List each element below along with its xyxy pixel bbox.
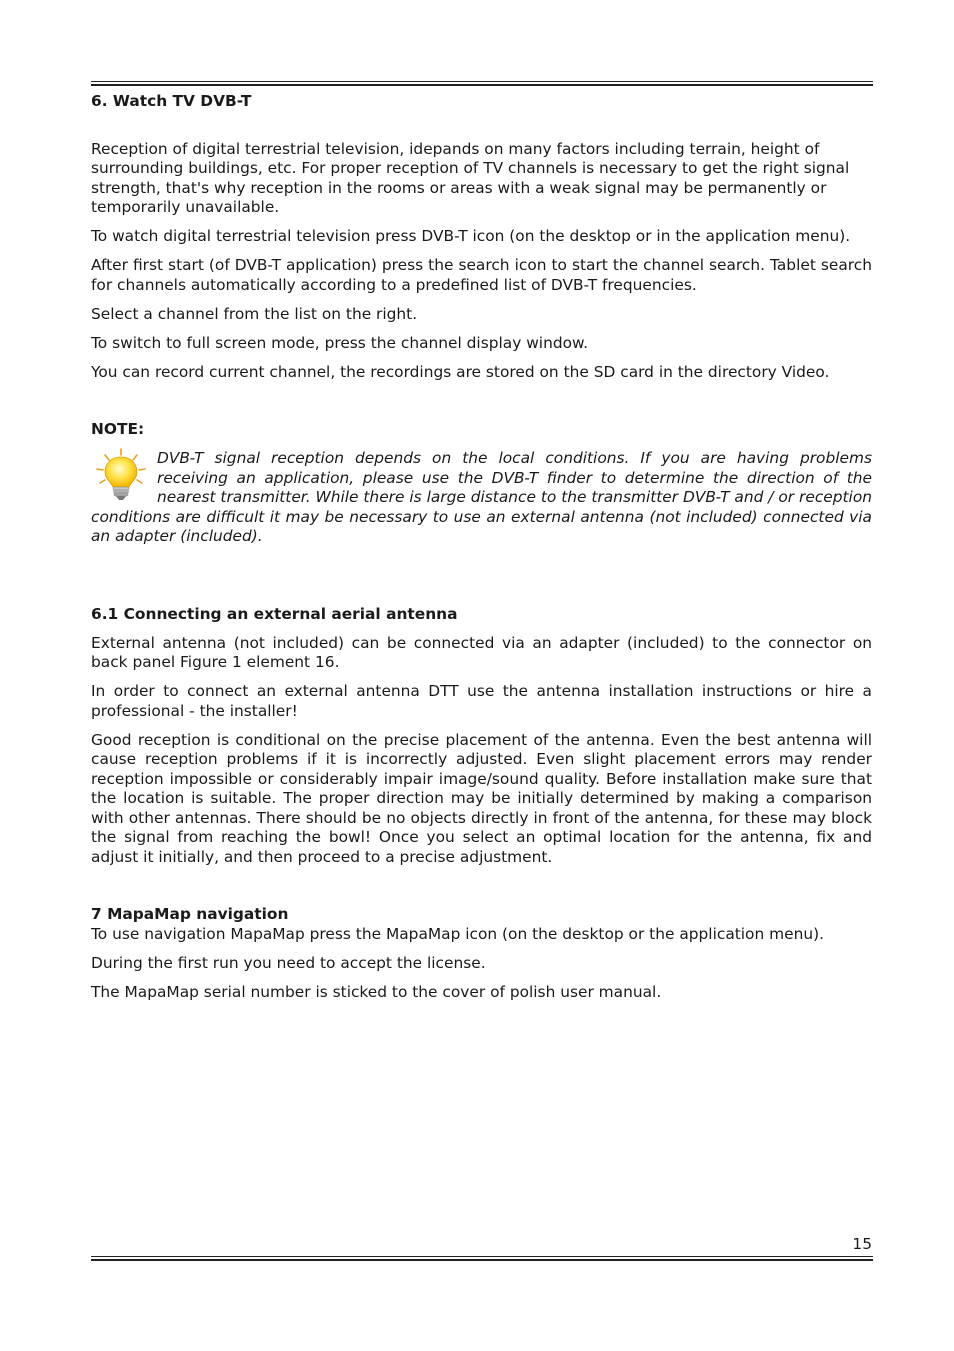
section-6-paragraph-3: After first start (of DVB-T application) press the search icon to start the channel search. Tablet search for channels automatically according to a predefined list of DVB-T frequencies. (91, 256, 872, 294)
section-6-paragraph-6: You can record current channel, the recordings are stored on the SD card in the directory Video. (91, 362, 830, 381)
section-7-paragraph-3: The MapaMap serial number is sticked to the cover of polish user manual. (91, 982, 662, 1001)
section-6-heading: 6. Watch TV DVB-T (91, 92, 252, 110)
section-6-1-paragraph-3: Good reception is conditional on the precise placement of the antenna. Even the best antenna will cause reception problems if it is incorrectly adjusted. Even slight placement errors may render reception impossible or considerably impair image/sound quality. Before installation make sure that the location is suitable. The proper direction may be initially determined by making a comparison with other antennas. There should be no objects directly in front of the antenna, for these may block the signal from reaching the bowl! Once you select an optimal location for the antenna, fix and adjust it initially, and then proceed to a precise adjustment. (91, 730, 872, 866)
section-6-1-paragraph-1: External antenna (not included) can be connected via an adapter (included) to the connector on back panel Figure 1 element 16. (91, 633, 872, 671)
section-6-1-heading: 6.1 Connecting an external aerial antenna (91, 604, 458, 623)
top-divider (91, 81, 873, 86)
lightbulb-icon (91, 447, 151, 505)
section-7-heading: 7 MapaMap navigation (91, 905, 289, 923)
section-6-1-paragraph-2: In order to connect an external antenna DTT use the antenna installation instructions or hire a professional - the installer! (91, 682, 872, 720)
page-number: 15 (852, 1235, 872, 1253)
section-6-paragraph-1: Reception of digital terrestrial television, idepands on many factors including terrain, height of surrounding buildings, etc. For proper reception of TV channels is necessary to get the right signal strength, that's why reception in the rooms or areas with a weak signal may be permanently or temporarily unavailable. (91, 139, 850, 216)
note-text: DVB-T signal reception depends on the local conditions. If you are having problems receiving an application, please use the DVB-T finder to determine the direction of the nearest transmitter. While there is large distance to the transmitter DVB-T and / or reception conditions are difficult it may be necessary to use an external antenna (not included) connected via an adapter (included). (91, 449, 872, 545)
bottom-divider (91, 1256, 873, 1261)
section-7-paragraph-1: To use navigation MapaMap press the MapaMap icon (on the desktop or the application menu). (91, 924, 824, 943)
note-label: NOTE: (91, 420, 145, 438)
section-6-paragraph-4: Select a channel from the list on the right. (91, 304, 418, 323)
section-6-paragraph-5: To switch to full screen mode, press the channel display window. (91, 333, 589, 352)
section-7-paragraph-2: During the first run you need to accept the license. (91, 953, 486, 972)
note-box (91, 449, 872, 547)
section-6-paragraph-2: To watch digital terrestrial television press DVB-T icon (on the desktop or in the application menu). (91, 227, 851, 245)
page-content (91, 92, 872, 1002)
